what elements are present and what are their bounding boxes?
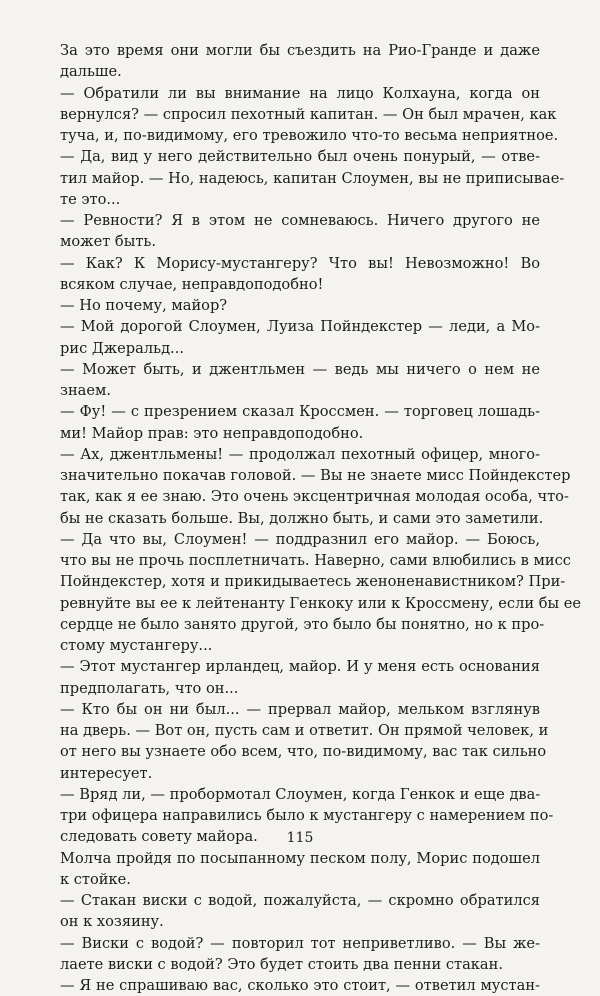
text-line: — Вряд ли, — пробормотал Слоумен, когда Генкок и еще два- [60, 785, 541, 803]
text-line: на дверь. — Вот он, пусть сам и ответит. Он прямой человек, и [60, 722, 549, 739]
text-line: ми! Майор прав: это неправдоподобно. [60, 424, 364, 442]
page-number: 115 [286, 830, 314, 846]
text-line: — Да, вид у него действительно был очень понурый, — отве- [60, 148, 540, 166]
text-line: рис Джеральд... [60, 339, 184, 357]
text-line: лаете виски с водой? Это будет стоить два пенни стакан. [60, 955, 503, 973]
text-line: вернулся? — спросил пехотный капитан. — Он был мрачен, как [60, 105, 557, 123]
text-line: — Обратили ли вы внимание на лицо Колхауна, когда он [60, 84, 540, 102]
text-line: что вы не прочь посплетничать. Наверно, сами влюбились в мисс [60, 552, 571, 569]
text-line: дальше. [60, 63, 122, 81]
text-line: — Этот мустангер ирландец, майор. И у меня есть основания [60, 658, 540, 676]
text-line: За это время они могли бы съездить на Рио-Гранде и даже [60, 42, 540, 59]
book-page [60, 40, 582, 996]
text-line: сердце не было занято другой, это было бы понятно, но к про- [60, 615, 545, 633]
text-line: тил майор. — Но, надеюсь, капитан Слоумен, вы не приписывае- [60, 169, 565, 187]
text-line: — Стакан виски с водой, пожалуйста, — скромно обратился [60, 892, 540, 909]
text-line: — Но почему, майор? [60, 297, 228, 314]
text-line: — Кто бы он ни был... — прервал майор, мельком взглянув [60, 700, 540, 718]
text-line: — Я не спрашиваю вас, сколько это стоит, — ответил мустан- [60, 977, 540, 994]
text-line: — Да что вы, Слоумен! — поддразнил его майор. — Боюсь, [60, 530, 540, 548]
text-line: от него вы узнаете обо всем, что, по-видимому, вас так сильно [60, 743, 547, 761]
text-line: — Ах, джентльмены! — продолжал пехотный офицер, много- [60, 445, 540, 463]
text-line: ревнуйте вы ее к лейтенанту Генкоку или к Кроссмену, если бы ее [60, 594, 582, 612]
text-line: интересует. [60, 764, 153, 782]
text-line: Пойндекстер, хотя и прикидываетесь женоненавистником? При- [60, 573, 566, 591]
text-line: — Виски с водой? — повторил тот неприветливо. — Вы же- [60, 934, 540, 952]
text-line: следовать совету майора. [60, 828, 258, 846]
text-line: — Фу! — с презрением сказал Кроссмен. — торговец лошадь- [60, 403, 540, 421]
text-line: бы не сказать больше. Вы, должно быть, и сами это заметили. [60, 509, 544, 527]
text-line: знаем. [60, 382, 112, 399]
text-line: туча, и, по-видимому, его тревожило что-то весьма неприятное. [60, 127, 559, 144]
text-line: — Мой дорогой Слоумен, Луиза Пойндекстер — леди, а Мо- [60, 318, 540, 336]
text-line: стому мустангеру... [60, 637, 213, 654]
text-line: может быть. [60, 233, 156, 251]
text-line: так, как я ее знаю. Это очень эксцентричная молодая особа, что- [60, 488, 569, 506]
text-line: значительно покачав головой. — Вы не знаете мисс Пойндекстер [60, 467, 571, 484]
text-line: — Может быть, и джентльмен — ведь мы ничего о нем не [60, 360, 540, 378]
text-line: к стойке. [60, 870, 131, 888]
text-line: всяком случае, неправдоподобно! [60, 275, 324, 293]
text-line: Молча пройдя по посыпанному песком полу, Морис подошел [60, 849, 540, 867]
text-line: — Ревности? Я в этом не сомневаюсь. Ничего другого не [60, 212, 540, 229]
text-line: три офицера направились было к мустангеру с намерением по- [60, 807, 554, 824]
text-line: — Как? К Морису-мустангеру? Что вы! Невозможно! Во [60, 254, 540, 272]
text-line: предполагать, что он... [60, 679, 239, 697]
text-line: он к хозяину. [60, 913, 164, 931]
text-line: те это... [60, 190, 121, 208]
